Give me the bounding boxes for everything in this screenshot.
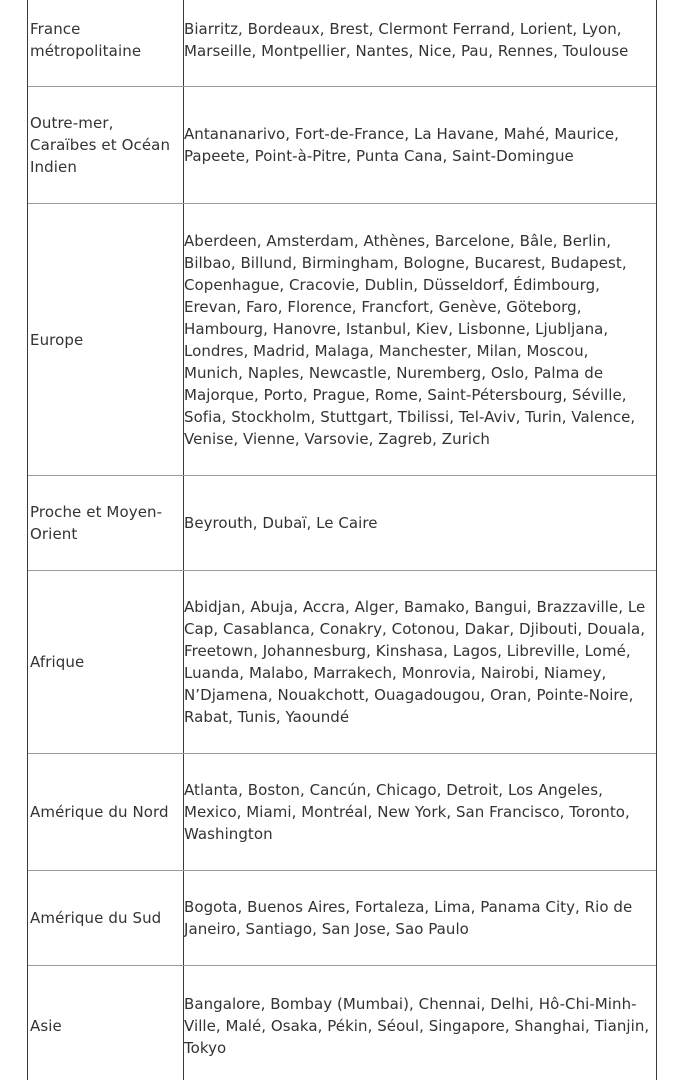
table-row bbox=[28, 0, 656, 87]
region-label: Amérique du Sud bbox=[30, 909, 162, 927]
region-cell bbox=[28, 571, 184, 753]
region-label: Outre-mer, Caraïbes et Océan Indien bbox=[30, 114, 171, 176]
cities-list: Bogota, Buenos Aires, Fortaleza, Lima, Panama City, Rio de Janeiro, Santiago, San Jose, Sao Paulo bbox=[184, 898, 633, 938]
table-row bbox=[28, 476, 656, 571]
table-row bbox=[28, 87, 656, 204]
region-cell bbox=[28, 754, 184, 870]
region-cell bbox=[28, 204, 184, 475]
cities-cell bbox=[184, 571, 656, 753]
cities-cell bbox=[184, 966, 656, 1080]
cities-cell bbox=[184, 87, 656, 203]
region-label: Asie bbox=[30, 1017, 62, 1035]
cities-cell bbox=[184, 204, 656, 475]
region-label: Afrique bbox=[30, 653, 85, 671]
table-row bbox=[28, 204, 656, 476]
table-row bbox=[28, 754, 656, 871]
region-label: France métropolitaine bbox=[30, 20, 142, 60]
region-cell bbox=[28, 871, 184, 965]
cities-list: Beyrouth, Dubaï, Le Caire bbox=[184, 514, 378, 532]
cities-list: Antananarivo, Fort-de-France, La Havane, Mahé, Maurice, Papeete, Point-à-Pitre, Punta Cana, Saint-Domingue bbox=[184, 125, 619, 165]
cities-cell bbox=[184, 871, 656, 965]
region-label: Amérique du Nord bbox=[30, 803, 169, 821]
cities-list: Atlanta, Boston, Cancún, Chicago, Detroit, Los Angeles, Mexico, Miami, Montréal, New York, San Francisco, Toronto, Washington bbox=[184, 781, 630, 843]
region-cell bbox=[28, 966, 184, 1080]
region-label: Europe bbox=[30, 330, 84, 349]
cities-list: Aberdeen, Amsterdam, Athènes, Barcelone, Bâle, Berlin, Bilbao, Billund, Birmingham, Bologne, Bucarest, Budapest, Copenhague, Cracovie, Dublin, Düsseldorf, Édimbourg, Erevan, Faro, Florence, Francfort, Genève, Göteborg, Hambourg, Hanovre, Istanbul, Kiev, Lisbonne, Ljubljana, Londres, Madrid, Malaga, Manchester, Milan, Moscou, Munich, Naples, Newcastle, Nuremberg, Oslo, Palma de Majorque, Porto, Prague, Rome, Saint-Pétersbourg, Séville, Sofia, Stockholm, Stuttgart, Tbilissi, Tel-Aviv, Turin, Valence, Venise, Vienne, Varsovie, Zagreb, Zurich bbox=[184, 231, 636, 448]
table-row bbox=[28, 966, 656, 1080]
cities-list: Biarritz, Bordeaux, Brest, Clermont Ferrand, Lorient, Lyon, Marseille, Montpellier, Nantes, Nice, Pau, Rennes, Toulouse bbox=[184, 20, 629, 60]
cities-list: Bangalore, Bombay (Mumbai), Chennai, Delhi, Hô-Chi-Minh-Ville, Malé, Osaka, Pékin, Séoul, Singapore, Shanghai, Tianjin, Tokyo bbox=[184, 995, 650, 1057]
table-row bbox=[28, 871, 656, 966]
region-cell bbox=[28, 0, 184, 86]
destinations-table bbox=[27, 0, 657, 1080]
table-row bbox=[28, 571, 656, 754]
cities-list: Abidjan, Abuja, Accra, Alger, Bamako, Bangui, Brazzaville, Le Cap, Casablanca, Conakry, Cotonou, Dakar, Djibouti, Douala, Freetown, Johannesburg, Kinshasa, Lagos, Libreville, Lomé, Luanda, Malabo, Marrakech, Monrovia, Nairobi, Niamey, N’Djamena, Nouakchott, Ouagadougou, Oran, Pointe-Noire, Rabat, Tunis, Yaoundé bbox=[184, 598, 646, 726]
cities-cell bbox=[184, 754, 656, 870]
region-cell bbox=[28, 476, 184, 570]
cities-cell bbox=[184, 476, 656, 570]
region-label: Proche et Moyen-Orient bbox=[30, 503, 163, 543]
cities-cell bbox=[184, 0, 656, 86]
region-cell bbox=[28, 87, 184, 203]
